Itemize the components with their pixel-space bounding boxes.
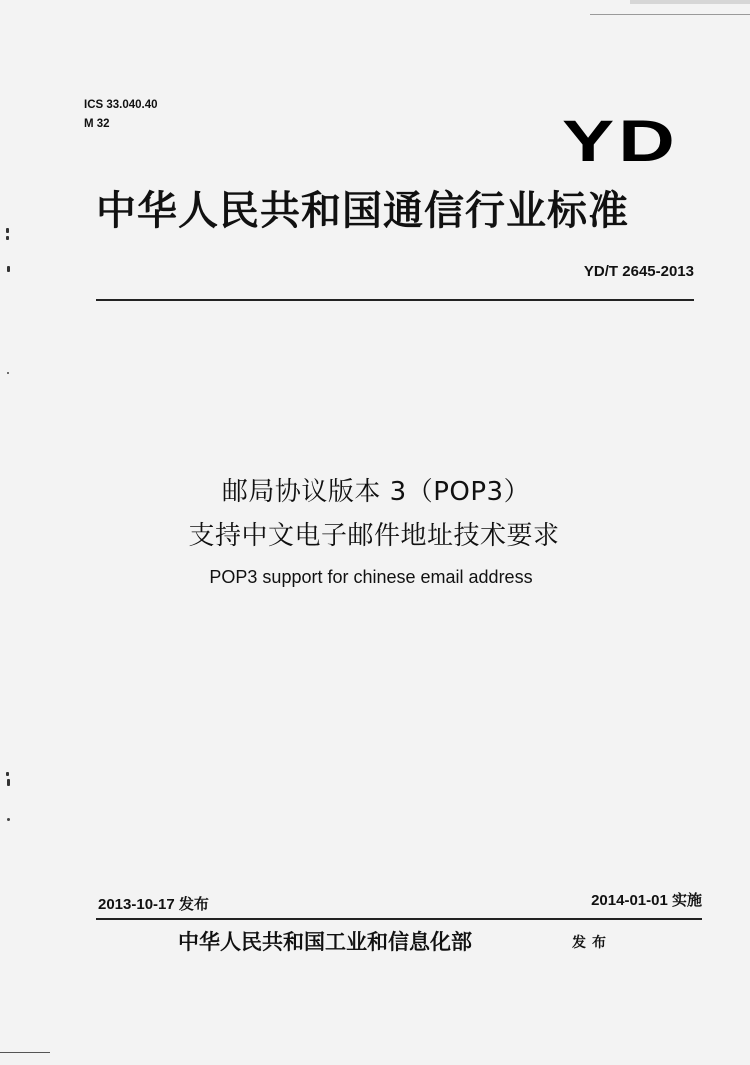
scan-artifact xyxy=(6,236,9,240)
classification-block xyxy=(84,96,158,134)
publisher-name: 中华人民共和国工业和信息化部 xyxy=(178,929,472,954)
document-title-block xyxy=(0,470,750,592)
standard-category-title: 中华人民共和国通信行业标准 xyxy=(96,188,629,234)
implementation-date: 2014-01-01 实施 xyxy=(591,892,702,909)
document-title-en: POP3 support for chinese email address xyxy=(209,567,533,587)
ccs-code: M 32 xyxy=(84,118,110,130)
publisher-verb: 发布 xyxy=(572,935,612,951)
ics-code: ICS 33.040.40 xyxy=(84,99,158,111)
issue-date: 2013-10-17 发布 xyxy=(98,896,209,913)
scan-artifact xyxy=(6,772,9,776)
scan-artifact xyxy=(6,228,9,233)
footer-divider xyxy=(96,918,702,920)
standard-number: YD/T 2645-2013 xyxy=(583,263,694,280)
scan-edge-line-bottom xyxy=(0,1052,50,1053)
header-divider xyxy=(96,299,694,301)
scan-artifact xyxy=(7,818,10,821)
scan-artifact xyxy=(7,779,10,786)
scan-artifact xyxy=(7,372,9,374)
document-title-zh-line1: 邮局协议版本 3（POP3） xyxy=(221,477,531,507)
scan-edge-line xyxy=(590,0,750,15)
document-title-zh-line2: 支持中文电子邮件地址技术要求 xyxy=(188,521,560,551)
scan-artifact xyxy=(7,266,10,272)
yd-logo: YD xyxy=(562,109,679,174)
